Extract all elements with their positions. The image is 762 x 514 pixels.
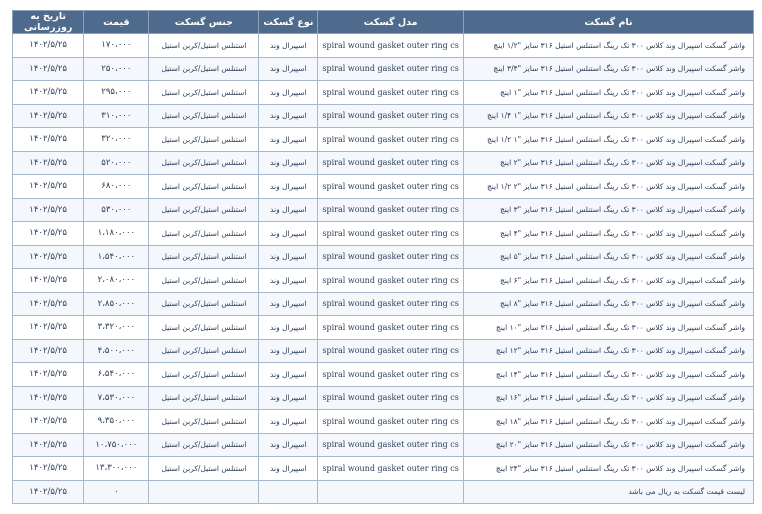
cell-model: spiral wound gasket outer ring cs — [318, 151, 464, 175]
cell-type: اسپیرال وند — [259, 151, 318, 175]
cell-date: ۱۴۰۲/۵/۲۵ — [13, 175, 84, 199]
cell-type: اسپیرال وند — [259, 34, 318, 58]
cell-model — [318, 480, 464, 504]
cell-price: ۵۳۰،۰۰۰ — [84, 198, 149, 222]
cell-date: ۱۴۰۲/۵/۲۵ — [13, 316, 84, 340]
cell-name: واشر گسکت اسپیرال وند کلاس ۳۰۰ تک رینگ استنلس استیل ۳۱۶ سایز "۸ اینچ — [463, 292, 753, 316]
cell-model: spiral wound gasket outer ring cs — [318, 57, 464, 81]
table-row — [13, 457, 754, 481]
table-row — [13, 316, 754, 340]
cell-name: واشر گسکت اسپیرال وند کلاس ۳۰۰ تک رینگ استنلس استیل ۳۱۶ سایز "۱ ۱/۴ اینچ — [463, 104, 753, 128]
cell-type: اسپیرال وند — [259, 104, 318, 128]
cell-type: اسپیرال وند — [259, 433, 318, 457]
cell-price: ۹،۳۵۰،۰۰۰ — [84, 410, 149, 434]
cell-date: ۱۴۰۲/۵/۲۵ — [13, 480, 84, 504]
cell-price: ۲،۰۸۰،۰۰۰ — [84, 269, 149, 293]
cell-material: استنلس استیل/کربن استیل — [149, 104, 259, 128]
cell-price: ۱،۵۴۰،۰۰۰ — [84, 245, 149, 269]
cell-material: استنلس استیل/کربن استیل — [149, 316, 259, 340]
cell-model: spiral wound gasket outer ring cs — [318, 433, 464, 457]
cell-model: spiral wound gasket outer ring cs — [318, 175, 464, 199]
price-table-container — [12, 10, 754, 504]
gasket-price-table — [12, 10, 754, 504]
cell-price: ۱،۱۸۰،۰۰۰ — [84, 222, 149, 246]
cell-name: واشر گسکت اسپیرال وند کلاس ۳۰۰ تک رینگ استنلس استیل ۳۱۶ سایز "۱۸ اینچ — [463, 410, 753, 434]
cell-date: ۱۴۰۲/۵/۲۵ — [13, 34, 84, 58]
cell-name: واشر گسکت اسپیرال وند کلاس ۳۰۰ تک رینگ استنلس استیل ۳۱۶ سایز "۳/۴ اینچ — [463, 57, 753, 81]
cell-price: ۴،۵۰۰،۰۰۰ — [84, 339, 149, 363]
cell-material: استنلس استیل/کربن استیل — [149, 198, 259, 222]
table-row — [13, 410, 754, 434]
cell-date: ۱۴۰۲/۵/۲۵ — [13, 222, 84, 246]
cell-type: اسپیرال وند — [259, 57, 318, 81]
header-name: نام گسکت — [463, 11, 753, 34]
cell-price: ۲،۸۵۰،۰۰۰ — [84, 292, 149, 316]
cell-material: استنلس استیل/کربن استیل — [149, 128, 259, 152]
cell-material: استنلس استیل/کربن استیل — [149, 433, 259, 457]
cell-model: spiral wound gasket outer ring cs — [318, 339, 464, 363]
table-row — [13, 104, 754, 128]
cell-material: استنلس استیل/کربن استیل — [149, 292, 259, 316]
cell-type: اسپیرال وند — [259, 269, 318, 293]
cell-material: استنلس استیل/کربن استیل — [149, 57, 259, 81]
cell-material: استنلس استیل/کربن استیل — [149, 151, 259, 175]
table-row — [13, 57, 754, 81]
cell-price: ۲۵۰،۰۰۰ — [84, 57, 149, 81]
cell-name: واشر گسکت اسپیرال وند کلاس ۳۰۰ تک رینگ استنلس استیل ۳۱۶ سایز "۶ اینچ — [463, 269, 753, 293]
table-row — [13, 175, 754, 199]
cell-date: ۱۴۰۲/۵/۲۵ — [13, 410, 84, 434]
cell-name: واشر گسکت اسپیرال وند کلاس ۳۰۰ تک رینگ استنلس استیل ۳۱۶ سایز "۲۴ اینچ — [463, 457, 753, 481]
cell-material: استنلس استیل/کربن استیل — [149, 269, 259, 293]
cell-name: واشر گسکت اسپیرال وند کلاس ۳۰۰ تک رینگ استنلس استیل ۳۱۶ سایز "۲ ۱/۲ اینچ — [463, 175, 753, 199]
table-row — [13, 245, 754, 269]
cell-model: spiral wound gasket outer ring cs — [318, 222, 464, 246]
cell-date: ۱۴۰۲/۵/۲۵ — [13, 433, 84, 457]
cell-type: اسپیرال وند — [259, 81, 318, 105]
table-body — [13, 34, 754, 504]
cell-material: استنلس استیل/کربن استیل — [149, 34, 259, 58]
cell-date: ۱۴۰۲/۵/۲۵ — [13, 386, 84, 410]
cell-model: spiral wound gasket outer ring cs — [318, 104, 464, 128]
table-row — [13, 128, 754, 152]
cell-type — [259, 480, 318, 504]
header-price: قیمت — [84, 11, 149, 34]
cell-material: استنلس استیل/کربن استیل — [149, 222, 259, 246]
cell-price: ۶،۵۴۰،۰۰۰ — [84, 363, 149, 387]
cell-model: spiral wound gasket outer ring cs — [318, 269, 464, 293]
cell-date: ۱۴۰۲/۵/۲۵ — [13, 151, 84, 175]
cell-type: اسپیرال وند — [259, 457, 318, 481]
cell-model: spiral wound gasket outer ring cs — [318, 245, 464, 269]
cell-price: ۳۲۰،۰۰۰ — [84, 128, 149, 152]
cell-name: واشر گسکت اسپیرال وند کلاس ۳۰۰ تک رینگ استنلس استیل ۳۱۶ سایز "۲۰ اینچ — [463, 433, 753, 457]
cell-name: لیست قیمت گسکت به ریال می باشد — [463, 480, 753, 504]
cell-price: ۳۱۰،۰۰۰ — [84, 104, 149, 128]
cell-type: اسپیرال وند — [259, 128, 318, 152]
cell-type: اسپیرال وند — [259, 198, 318, 222]
cell-price: ۲۹۵،۰۰۰ — [84, 81, 149, 105]
cell-name: واشر گسکت اسپیرال وند کلاس ۳۰۰ تک رینگ استنلس استیل ۳۱۶ سایز "۵ اینچ — [463, 245, 753, 269]
table-row — [13, 222, 754, 246]
cell-material: استنلس استیل/کربن استیل — [149, 245, 259, 269]
table-footer-row — [13, 480, 754, 504]
cell-model: spiral wound gasket outer ring cs — [318, 457, 464, 481]
cell-material: استنلس استیل/کربن استیل — [149, 363, 259, 387]
cell-material: استنلس استیل/کربن استیل — [149, 457, 259, 481]
cell-material: استنلس استیل/کربن استیل — [149, 175, 259, 199]
cell-model: spiral wound gasket outer ring cs — [318, 363, 464, 387]
cell-name: واشر گسکت اسپیرال وند کلاس ۳۰۰ تک رینگ استنلس استیل ۳۱۶ سایز "۱۲ اینچ — [463, 339, 753, 363]
table-row — [13, 34, 754, 58]
cell-name: واشر گسکت اسپیرال وند کلاس ۳۰۰ تک رینگ استنلس استیل ۳۱۶ سایز "۱۴ اینچ — [463, 363, 753, 387]
header-model: مدل گسکت — [318, 11, 464, 34]
cell-date: ۱۴۰۲/۵/۲۵ — [13, 57, 84, 81]
cell-date: ۱۴۰۲/۵/۲۵ — [13, 363, 84, 387]
cell-type: اسپیرال وند — [259, 410, 318, 434]
cell-model: spiral wound gasket outer ring cs — [318, 198, 464, 222]
cell-name: واشر گسکت اسپیرال وند کلاس ۳۰۰ تک رینگ استنلس استیل ۳۱۶ سایز "۳ اینچ — [463, 198, 753, 222]
table-row — [13, 269, 754, 293]
table-row — [13, 198, 754, 222]
cell-model: spiral wound gasket outer ring cs — [318, 34, 464, 58]
cell-material: استنلس استیل/کربن استیل — [149, 339, 259, 363]
cell-type: اسپیرال وند — [259, 339, 318, 363]
table-row — [13, 151, 754, 175]
cell-price: ۱۳،۳۰۰،۰۰۰ — [84, 457, 149, 481]
table-row — [13, 81, 754, 105]
cell-type: اسپیرال وند — [259, 292, 318, 316]
cell-name: واشر گسکت اسپیرال وند کلاس ۳۰۰ تک رینگ استنلس استیل ۳۱۶ سایز "۱ ۱/۲ اینچ — [463, 128, 753, 152]
cell-price: ۰ — [84, 480, 149, 504]
table-row — [13, 433, 754, 457]
cell-name: واشر گسکت اسپیرال وند کلاس ۳۰۰ تک رینگ استنلس استیل ۳۱۶ سایز "۱۰ اینچ — [463, 316, 753, 340]
cell-type: اسپیرال وند — [259, 175, 318, 199]
cell-name: واشر گسکت اسپیرال وند کلاس ۳۰۰ تک رینگ استنلس استیل ۳۱۶ سایز "۱۶ اینچ — [463, 386, 753, 410]
cell-name: واشر گسکت اسپیرال وند کلاس ۳۰۰ تک رینگ استنلس استیل ۳۱۶ سایز "۱ اینچ — [463, 81, 753, 105]
cell-material: استنلس استیل/کربن استیل — [149, 410, 259, 434]
cell-name: واشر گسکت اسپیرال وند کلاس ۳۰۰ تک رینگ استنلس استیل ۳۱۶ سایز "۱/۲ اینچ — [463, 34, 753, 58]
cell-name: واشر گسکت اسپیرال وند کلاس ۳۰۰ تک رینگ استنلس استیل ۳۱۶ سایز "۲ اینچ — [463, 151, 753, 175]
table-row — [13, 339, 754, 363]
cell-model: spiral wound gasket outer ring cs — [318, 128, 464, 152]
cell-date: ۱۴۰۲/۵/۲۵ — [13, 339, 84, 363]
cell-material: استنلس استیل/کربن استیل — [149, 81, 259, 105]
cell-price: ۳،۳۲۰،۰۰۰ — [84, 316, 149, 340]
table-row — [13, 363, 754, 387]
cell-price: ۱۰،۷۵۰،۰۰۰ — [84, 433, 149, 457]
cell-date: ۱۴۰۲/۵/۲۵ — [13, 128, 84, 152]
cell-type: اسپیرال وند — [259, 363, 318, 387]
table-header-row — [13, 11, 754, 34]
cell-type: اسپیرال وند — [259, 245, 318, 269]
cell-model: spiral wound gasket outer ring cs — [318, 410, 464, 434]
table-row — [13, 386, 754, 410]
cell-date: ۱۴۰۲/۵/۲۵ — [13, 81, 84, 105]
cell-date: ۱۴۰۲/۵/۲۵ — [13, 198, 84, 222]
table-row — [13, 292, 754, 316]
cell-material: استنلس استیل/کربن استیل — [149, 386, 259, 410]
cell-date: ۱۴۰۲/۵/۲۵ — [13, 292, 84, 316]
cell-type: اسپیرال وند — [259, 222, 318, 246]
cell-material — [149, 480, 259, 504]
cell-date: ۱۴۰۲/۵/۲۵ — [13, 269, 84, 293]
cell-name: واشر گسکت اسپیرال وند کلاس ۳۰۰ تک رینگ استنلس استیل ۳۱۶ سایز "۴ اینچ — [463, 222, 753, 246]
cell-model: spiral wound gasket outer ring cs — [318, 386, 464, 410]
cell-date: ۱۴۰۲/۵/۲۵ — [13, 457, 84, 481]
header-type: نوع گسکت — [259, 11, 318, 34]
cell-type: اسپیرال وند — [259, 316, 318, 340]
cell-date: ۱۴۰۲/۵/۲۵ — [13, 104, 84, 128]
cell-model: spiral wound gasket outer ring cs — [318, 81, 464, 105]
cell-price: ۱۷۰،۰۰۰ — [84, 34, 149, 58]
cell-model: spiral wound gasket outer ring cs — [318, 316, 464, 340]
cell-model: spiral wound gasket outer ring cs — [318, 292, 464, 316]
header-date: تاریخ به روزرسانی — [13, 11, 84, 34]
cell-date: ۱۴۰۲/۵/۲۵ — [13, 245, 84, 269]
cell-price: ۷،۵۳۰،۰۰۰ — [84, 386, 149, 410]
header-material: جنس گسکت — [149, 11, 259, 34]
cell-price: ۵۲۰،۰۰۰ — [84, 151, 149, 175]
cell-type: اسپیرال وند — [259, 386, 318, 410]
cell-price: ۶۸۰،۰۰۰ — [84, 175, 149, 199]
